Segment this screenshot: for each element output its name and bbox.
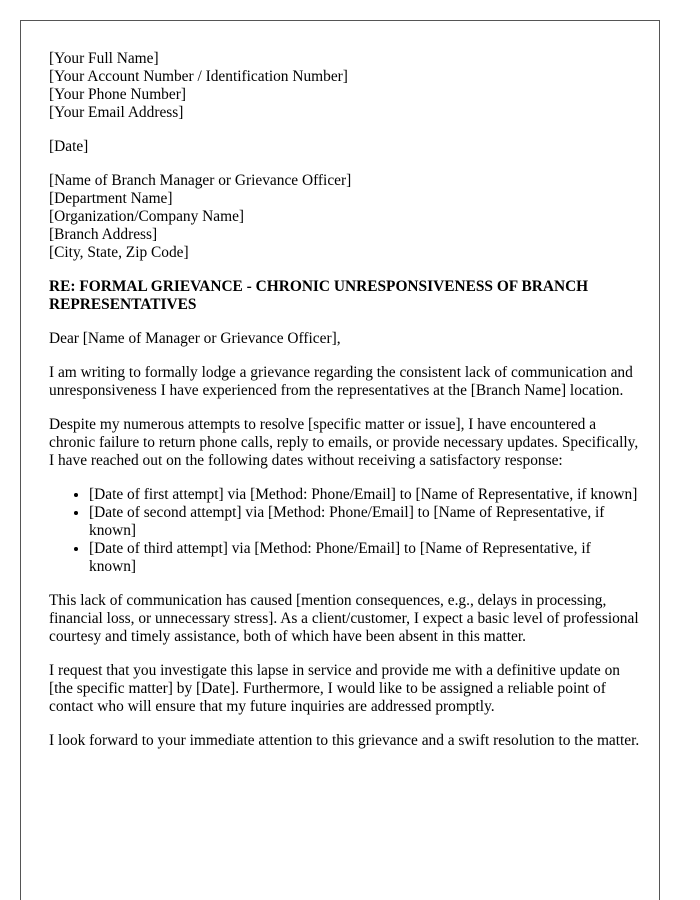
recipient-organization: [Organization/Company Name] (49, 208, 245, 225)
sender-name: [Your Full Name] (49, 50, 159, 67)
letter-page (20, 20, 660, 900)
sender-phone: [Your Phone Number] (49, 86, 186, 103)
body-paragraph-1: I am writing to formally lodge a grievance regarding the consistent lack of communication and unresponsiveness I have experienced from the representatives at the [Branch Name] location. (49, 364, 633, 399)
recipient-department: [Department Name] (49, 190, 173, 207)
recipient-block (49, 172, 641, 262)
salutation: Dear [Name of Manager or Grievance Officer], (49, 330, 341, 347)
body-paragraph-3: This lack of communication has caused [mention consequences, e.g., delays in processing, financial loss, or unnecessary stress]. As a client/customer, I expect a basic level of professional courtesy and timely assistance, both of which have been absent in this matter. (49, 592, 639, 645)
body-paragraph-2: Despite my numerous attempts to resolve [specific matter or issue], I have encountered a chronic failure to return phone calls, reply to emails, or provide necessary updates. Specifically, I have reached out on the following dates without receiving a satisfactory response: (49, 416, 639, 469)
sender-email: [Your Email Address] (49, 104, 184, 121)
letter-date: [Date] (49, 138, 89, 155)
list-item: • [Date of second attempt] via [Method: Phone/Email] to [Name of Representative, if known] (89, 504, 641, 540)
recipient-address: [Branch Address] (49, 226, 158, 243)
list-item: • [Date of third attempt] via [Method: Phone/Email] to [Name of Representative, if known] (89, 540, 641, 576)
body-paragraph-5: I look forward to your immediate attention to this grievance and a swift resolution to the matter. (49, 732, 640, 749)
date-block (49, 138, 641, 156)
sender-account: [Your Account Number / Identification Number] (49, 68, 348, 85)
sender-block (49, 50, 641, 122)
body-paragraph-4: I request that you investigate this lapse in service and provide me with a definitive update on [the specific matter] by [Date]. Furthermore, I would like to be assigned a reliable point of contact who will ensure that my future inquiries are addressed promptly. (49, 662, 621, 715)
subject-line: RE: FORMAL GRIEVANCE - CHRONIC UNRESPONSIVENESS OF BRANCH REPRESENTATIVES (49, 278, 589, 313)
recipient-name: [Name of Branch Manager or Grievance Officer] (49, 172, 352, 189)
recipient-city: [City, State, Zip Code] (49, 244, 189, 261)
list-item: • [Date of first attempt] via [Method: Phone/Email] to [Name of Representative, if known] (89, 486, 641, 504)
letter-content (49, 50, 641, 766)
attempts-list (49, 486, 641, 576)
